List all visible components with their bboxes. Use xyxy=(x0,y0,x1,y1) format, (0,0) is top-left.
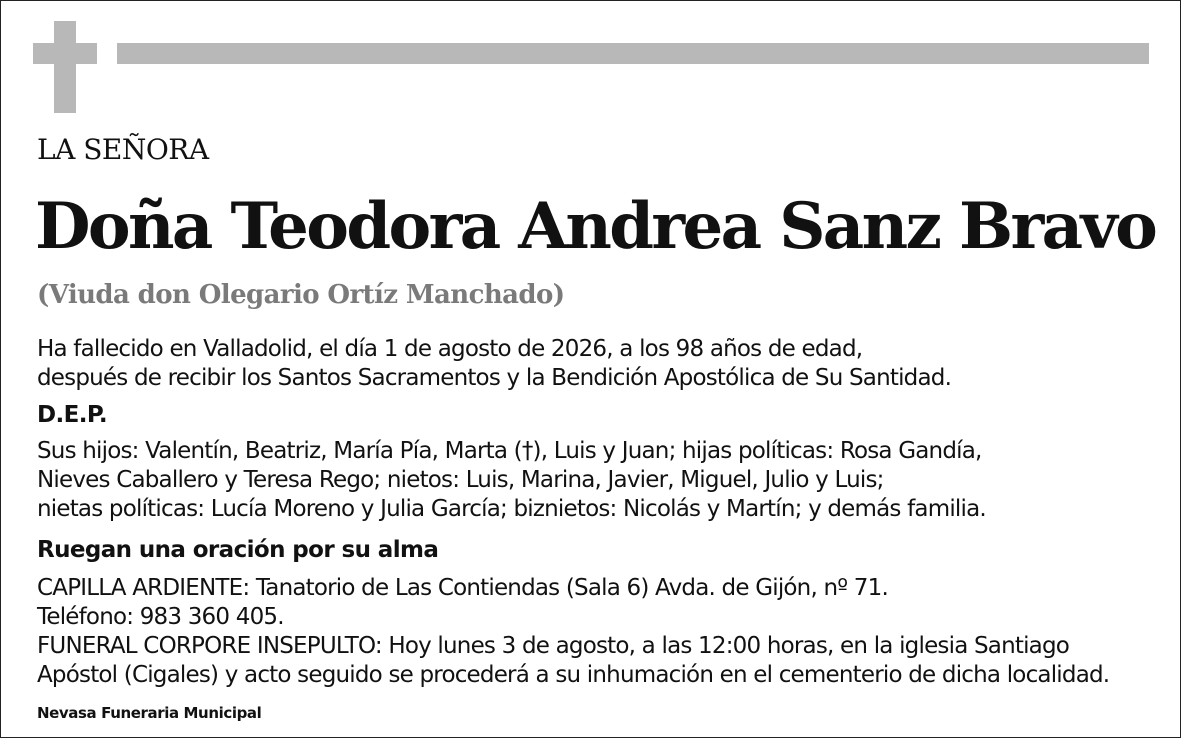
prayer-request-heading: Ruegan una oración por su alma xyxy=(37,537,439,563)
cross-horizontal-beam xyxy=(33,43,97,64)
service-info-line: Apóstol (Cigales) y acto seguido se procederá a su inhumación en el cementerio de dicha localidad. xyxy=(37,662,1110,688)
service-info-paragraph xyxy=(37,574,1109,690)
cross-icon xyxy=(33,21,97,113)
honorific: LA SEÑORA xyxy=(37,133,209,166)
deceased-name: Doña Teodora Andrea Sanz Bravo xyxy=(35,189,1156,264)
family-line: nietas políticas: Lucía Moreno y Julia García; biznietos: Nicolás y Martín; y demás familia. xyxy=(37,496,986,522)
rip-heading: D.E.P. xyxy=(37,402,108,428)
family-line: Nieves Caballero y Teresa Rego; nietos: Luis, Marina, Javier, Miguel, Julio y Luis; xyxy=(37,467,884,493)
announcement-line: después de recibir los Santos Sacramentos y la Bendición Apostólica de Su Santidad. xyxy=(37,365,952,391)
family-paragraph xyxy=(37,437,986,524)
announcement-paragraph xyxy=(37,335,951,393)
announcement-line: Ha fallecido en Valladolid, el día 1 de agosto de 2026, a los 98 años de edad, xyxy=(37,336,863,362)
service-info-line: Teléfono: 983 360 405. xyxy=(37,604,284,630)
service-info-line: FUNERAL CORPORE INSEPULTO: Hoy lunes 3 de agosto, a las 12:00 horas, en la iglesia Santiago xyxy=(37,633,1070,659)
funeral-home-signature: Nevasa Funeraria Municipal xyxy=(37,704,262,722)
widow-of-line: (Viuda don Olegario Ortíz Manchado) xyxy=(37,280,565,310)
cross-vertical-beam xyxy=(54,21,76,113)
service-info-line: CAPILLA ARDIENTE: Tanatorio de Las Contiendas (Sala 6) Avda. de Gijón, nº 71. xyxy=(37,575,888,601)
header-rule xyxy=(117,43,1149,64)
family-line: Sus hijos: Valentín, Beatriz, María Pía, Marta (†), Luis y Juan; hijas políticas: Rosa Gandía, xyxy=(37,438,982,464)
